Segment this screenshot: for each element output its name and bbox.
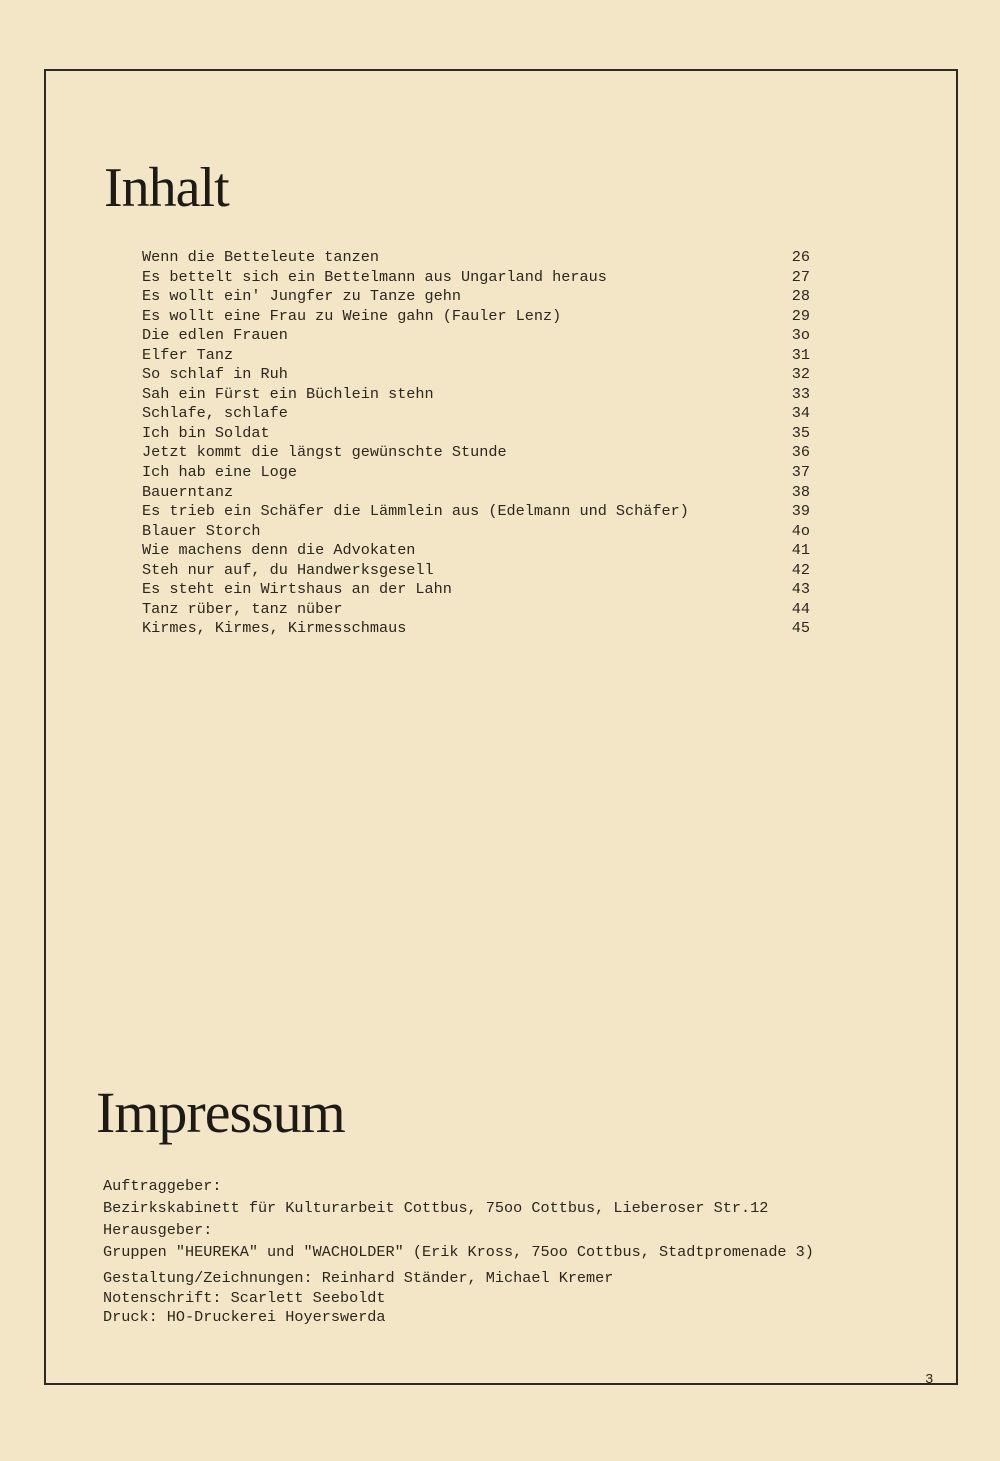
impressum-block [103,1175,943,1327]
toc-entry [142,502,810,522]
toc-entry-title: Es bettelt sich ein Bettelmann aus Ungarland heraus [142,267,607,286]
toc-entry-title: Kirmes, Kirmes, Kirmesschmaus [142,619,407,638]
impressum-line: Gruppen "HEUREKA" und "WACHOLDER" (Erik Kross, 75oo Cottbus, Stadtpromenade 3) [103,1243,814,1261]
toc-entry-title: Blauer Storch [142,521,261,540]
toc-entry [142,580,810,600]
contents-heading: Inhalt [104,157,229,219]
toc-entry [142,346,810,366]
toc-entry-page: 39 [791,502,810,521]
toc-entry-title: Elfer Tanz [142,345,234,364]
toc-entry [142,287,810,307]
toc-entry-page: 35 [791,423,810,442]
toc-entry-page: 31 [791,345,810,364]
toc-entry-page: 4o [791,521,810,540]
impressum-heading: Impressum [96,1080,345,1145]
toc-entry [142,619,810,639]
toc-entry [142,268,810,288]
page-number: 3 [925,1372,934,1388]
toc-entry-title: Es trieb ein Schäfer die Lämmlein aus (Edelmann und Schäfer) [142,502,689,521]
toc-entry-title: Wie machens denn die Advokaten [142,541,416,560]
impressum-line: Bezirkskabinett für Kulturarbeit Cottbus, 75oo Cottbus, Lieberoser Str.12 [103,1199,769,1217]
toc-entry-page: 38 [791,482,810,501]
impressum-line: Auftraggeber: [103,1177,222,1195]
toc-entry-page: 37 [791,463,810,482]
toc-entry-page: 3o [791,326,810,345]
toc-entry-page: 27 [791,267,810,286]
toc-entry [142,443,810,463]
toc-entry-title: Bauerntanz [142,482,234,501]
toc-entry [142,424,810,444]
toc-entry-page: 33 [791,384,810,403]
toc-entry-page: 36 [791,443,810,462]
toc-entry-page: 32 [791,365,810,384]
toc-entry-page: 28 [791,287,810,306]
toc-entry-title: Wenn die Betteleute tanzen [142,248,379,266]
toc-entry-title: Jetzt kommt die längst gewünschte Stunde [142,443,507,462]
toc-entry [142,365,810,385]
toc-entry-title: Steh nur auf, du Handwerksgesell [142,560,434,579]
toc-entry-title: Ich hab eine Loge [142,463,297,482]
toc-entry [142,483,810,503]
toc-entry-page: 45 [791,619,810,638]
impressum-line: Gestaltung/Zeichnungen: Reinhard Ständer, Michael Kremer [103,1269,614,1287]
toc-entry [142,463,810,483]
toc-entry-page: 42 [791,560,810,579]
toc-entry-page: 34 [791,404,810,423]
toc-entry-page: 29 [791,306,810,325]
toc-entry [142,307,810,327]
toc-entry-page: 26 [791,248,810,266]
toc-entry [142,248,810,268]
impressum-line: Notenschrift: Scarlett Seeboldt [103,1289,386,1307]
toc-entry-title: Schlafe, schlafe [142,404,288,423]
impressum-line: Druck: HO-Druckerei Hoyerswerda [103,1308,386,1326]
toc-entry-title: Tanz rüber, tanz nüber [142,599,343,618]
toc-entry-page: 43 [791,580,810,599]
toc-entry [142,541,810,561]
toc-entry-title: Ich bin Soldat [142,423,270,442]
toc-entry-title: Es steht ein Wirtshaus an der Lahn [142,580,452,599]
toc-entry [142,326,810,346]
toc-entry [142,600,810,620]
toc-entry [142,385,810,405]
toc-entry-title: Die edlen Frauen [142,326,288,345]
toc-entry-title: So schlaf in Ruh [142,365,288,384]
toc-entry-page: 41 [791,541,810,560]
toc-entry [142,561,810,581]
toc-entry [142,522,810,542]
contents-list [142,248,810,639]
toc-entry-title: Es wollt eine Frau zu Weine gahn (Fauler Lenz) [142,306,562,325]
impressum-line: Herausgeber: [103,1221,213,1239]
toc-entry-page: 44 [791,599,810,618]
toc-entry [142,404,810,424]
toc-entry-title: Sah ein Fürst ein Büchlein stehn [142,384,434,403]
toc-entry-title: Es wollt ein' Jungfer zu Tanze gehn [142,287,461,306]
